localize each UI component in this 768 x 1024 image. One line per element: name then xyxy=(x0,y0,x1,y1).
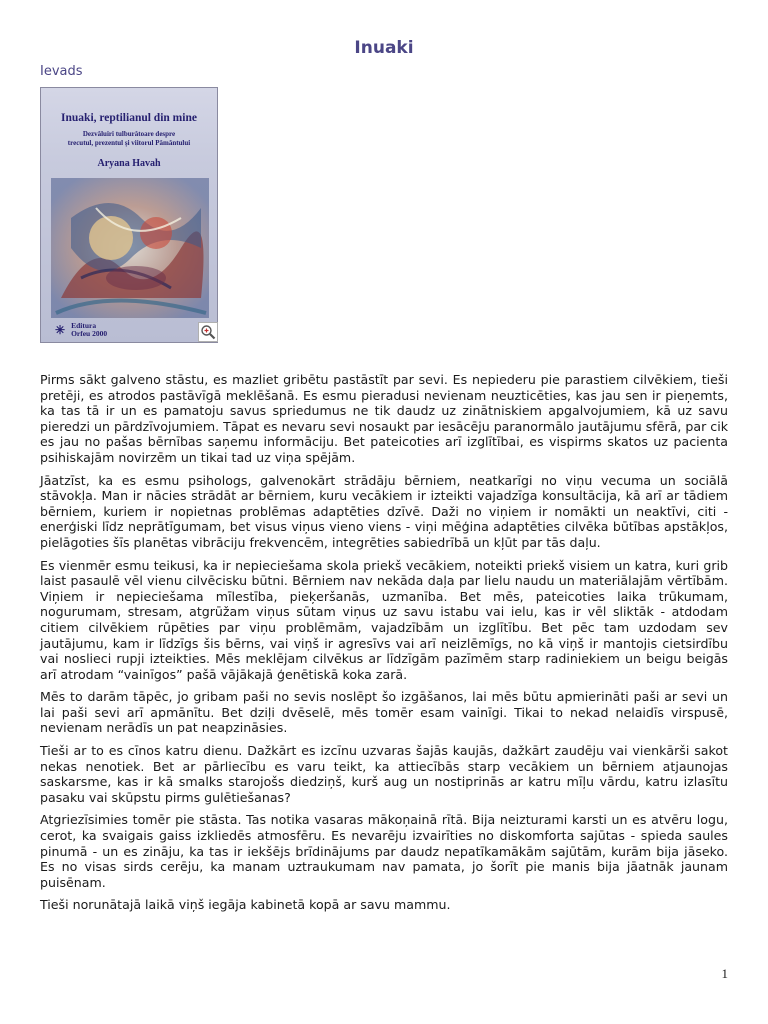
document-title: Inuaki xyxy=(354,38,414,58)
cover-subtitle-line-2: trecutul, prezentul și viitorul Pământului xyxy=(67,138,191,147)
publisher-line-2: Orfeu 2000 xyxy=(71,329,108,338)
zoom-button[interactable] xyxy=(198,322,218,342)
cover-artwork xyxy=(51,178,209,318)
section-heading: Ievads xyxy=(40,64,83,79)
paragraph: Atgriezīsimies tomēr pie stāsta. Tas notika vasaras mākoņainā rītā. Bija neizturami karsti un es atvēru logu, cerot, ka svaigais gaiss izkliedēs atmosfēru. Es nevarēju izvairīties no diskomforta sajūtas - spieda saules pinumā - un es zināju, ka tas ir iekšējs brīdinājums par daudz nepatīkamākām sajūtām, kurām bija jāseko. Es no visas sirds cerēju, ka manam uztraukumam nav pamata, jo šorīt pie manis bija jāatnāk jaunam puisēnam. xyxy=(40,812,728,890)
publisher-star-icon: ✳ xyxy=(55,323,66,337)
paragraph: Tieši ar to es cīnos katru dienu. Dažkārt es izcīnu uzvaras šajās kaujās, dažkārt zaudēju vai vienkārši sakot nekas nenotiek. Bet ar pārliecību es varu teikt, ka attiecībās starp vecākiem un bērniem atjaunojas saskarsme, kas ir kā smalks starojošs diedziņš, kurš aug un nostiprinās ar katru mīļu vārdu, katru izlasītu pasaku vai skūpstu pirms gulētiešanas? xyxy=(40,743,728,805)
paragraph: Mēs to darām tāpēc, jo gribam paši no sevis noslēpt šo izgāšanos, lai mēs būtu apmierināti paši ar sevi un lai paši sevi arī apmānītu. Bet dziļi dvēselē, mēs tomēr esam vainīgi. Tikai to nekad nelaidīs virspusē, nevienam nerādīs un pat neapzināsies. xyxy=(40,689,728,736)
cover-author: Aryana Havah xyxy=(97,158,161,169)
page-number: 1 xyxy=(721,966,728,981)
cover-subtitle xyxy=(41,130,217,147)
paragraph: Jāatzīst, ka es esmu psihologs, galvenokārt strādāju bērniem, neatkarīgi no viņu vecuma un sociālā stāvokļa. Man ir nācies strādāt ar bērniem, kuru vecākiem ir izteikti vajadzīga konsultācija, kā arī ar tādiem bērniem, kuriem ir nopietnas problēmas adaptēties dzīvē. Daži no viņiem ir nomākti un neaktīvi, citi - enerģiski līdz neprātīgumam, bet visus viņus vieno viens - viņi mēģina adaptēties cilvēka būtības apstākļos, pielāgoties šīs planētas vibrāciju frekvencēm, integrēties sabiedrībā un kļūt par tās daļu. xyxy=(40,472,728,550)
paragraph: Pirms sākt galveno stāstu, es mazliet gribētu pastāstīt par sevi. Es nepiederu pie parastiem cilvēkiem, tieši pretēji, es atrodos pastāvīgā meklēšanā. Es esmu pieradusi nevienam neuzticēties, kas jau sen ir pieņemts, ka tas tā ir un es pamatoju savus spriedumus ne tik daudz uz zinātniskiem apgalvojumiem, kā uz savu pieredzi un pārdzīvojumiem. Tāpat es nevaru sevi nosaukt par iesācēju paranormālo jautājumu sfērā, par cik es jau no pašas bērnības saņemu informāciju. Bet pateicoties arī izglītībai, es vispirms skatos uz pacienta psihiskajām novirzēm un tikai tad uz viņa spējām. xyxy=(40,372,728,465)
paragraph: Tieši norunātajā laikā viņš iegāja kabinetā kopā ar savu mammu. xyxy=(40,897,451,913)
document-body xyxy=(40,372,728,920)
publisher-line-1: Editura xyxy=(71,321,97,330)
book-cover-image xyxy=(40,87,218,343)
cover-title: Inuaki, reptilianul din mine xyxy=(61,112,197,124)
cover-publisher xyxy=(55,322,107,338)
cover-subtitle-line-1: Dezvăluiri tulburătoare despre xyxy=(82,130,176,138)
magnifier-zoom-icon xyxy=(199,323,217,341)
paragraph: Es vienmēr esmu teikusi, ka ir nepieciešama skola priekš vecākiem, noteikti priekš visiem un katra, kuri grib laist pasaulē vēl vienu cilvēcisku būtni. Bērniem nav nekāda daļa par lielu naudu un materiālajām vērtībām. Viņiem ir nepieciešama mīlestība, pieķeršanās, uzmanība. Bet mēs, pateicoties laika trūkumam, nogurumam, stresam, atgrūžam viņus sūtam viņus uz savu istabu vai ielu, kas ir vēl sliktāk - atdodam citiem cilvēkiem rūpēties par viņu problēmām, vajadzībām un izglītību. Bet pēc tam uzdodam sev jautājumu, kam ir līdzīgs šis bērns, vai viņš ir agresīvs vai arī neizlēmīgs, no kā viņš ir mantojis cietsirdību vai noslieci rupji izteikties. Mēs meklējam cilvēkus ar līdzīgām pazīmēm starp radiniekiem un beigu beigās arī atrodam “vainīgos” pašā vājākajā ģenētiskā koka zarā. xyxy=(40,557,728,682)
